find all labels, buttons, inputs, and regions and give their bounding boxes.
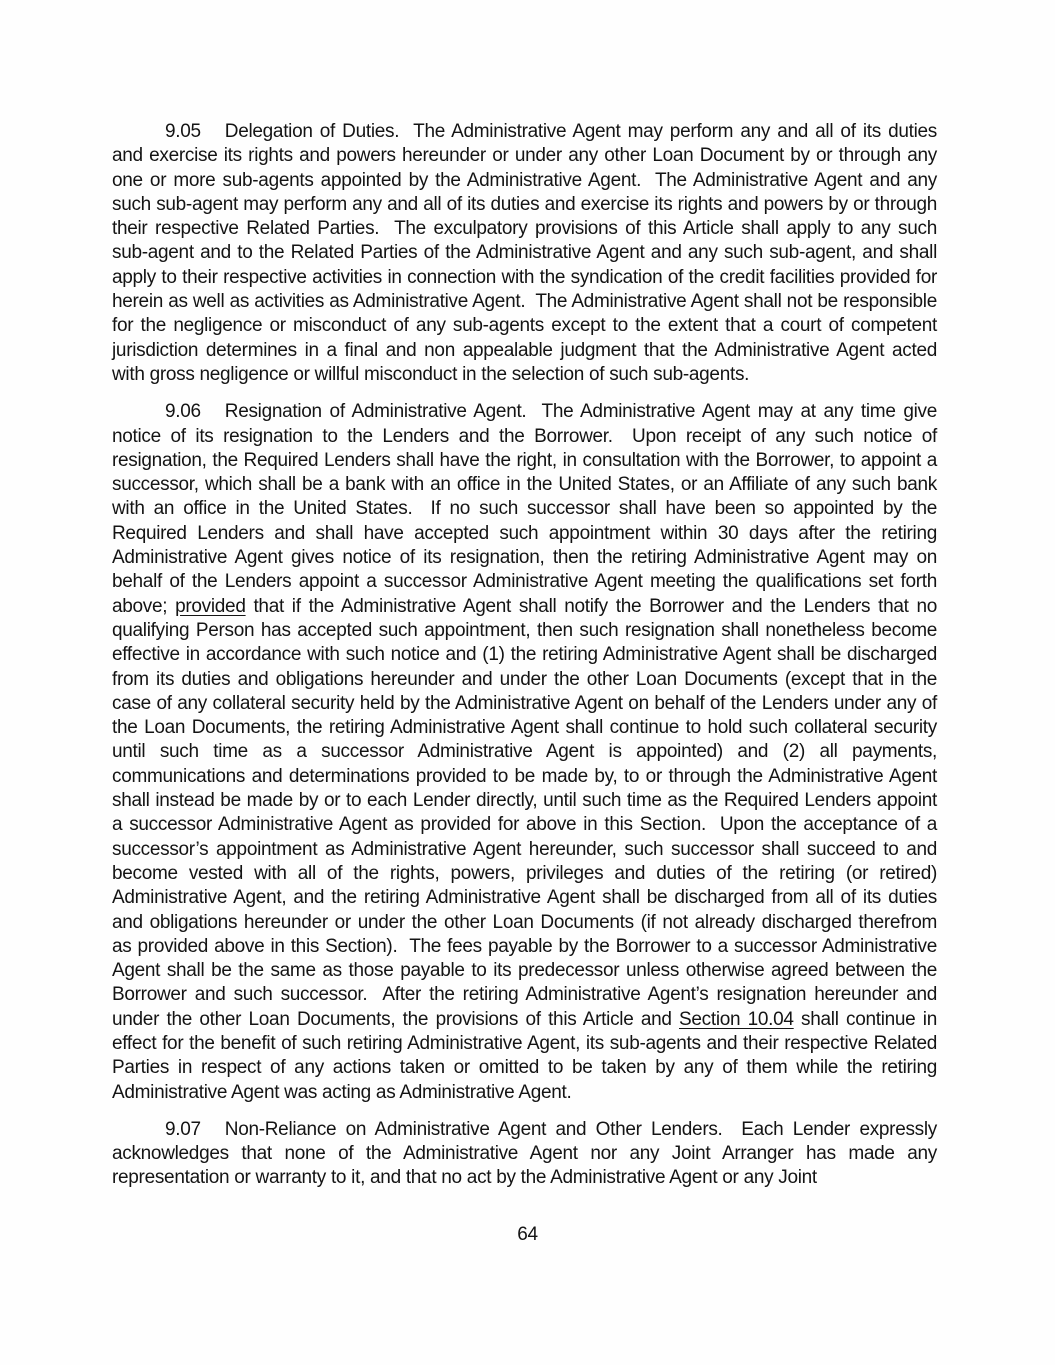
paragraph-text: Resignation of Administrative Agent. The Administrative Agent may at any time give notice of its resignation to the Lenders and the Borrower. Upon receipt of any such notice of resignation, the Required Lenders shall have the right, in consultation with the Borrower, to appoint a successor, which shall be a bank with an office in the United States, or an Affiliate of any such bank with an office in the United States. If no such successor shall have been so appointed by the Required Lenders and shall have accepted such appointment within 30 days after the retiring Administrative Agent gives notice of its resignation, then the retiring Administrative Agent may on behalf of the Lenders appoint a successor Administrative Agent meeting the qualifications set forth above; — [112, 401, 937, 617]
underlined-reference: Section 10.04 — [679, 1008, 794, 1030]
section-number: 9.07 — [165, 1118, 201, 1140]
section-number: 9.05 — [165, 121, 201, 142]
paragraph-text: Non-Reliance on Administrative Agent and Other Lenders. Each Lender expressly acknowledges that none of the Administrative Agent nor any Joint Arranger has made any representation or warranty to it, and that no act by the Administrative Agent or any Joint — [112, 1118, 937, 1189]
paragraph-text: that if the Administrative Agent shall notify the Borrower and the Lenders that no qualifying Person has accepted such appointment, then such resignation shall nonetheless become effective in accordance with such notice and (1) the retiring Administrative Agent shall be discharged from its duties and obligations hereunder and under the other Loan Documents (except that in the case of any collateral security held by the Administrative Agent on behalf of the Lenders under any of the Loan Documents, the retiring Administrative Agent shall continue to hold such collateral security until such time as a successor Administrative Agent is appointed) and (2) all payments, communications and determinations provided to be made by, to or through the Administrative Agent shall instead be made by or to each Lender directly, until such time as the Required Lenders appoint a successor Administrative Agent as provided for above in this Section. Upon the acceptance of a successor’s appointment as Administrative Agent hereunder, such successor shall succeed to and become vested with all of the rights, powers, privileges and duties of the retiring (or retired) Administrative Agent, and the retiring Administrative Agent shall be discharged from all of its duties and obligations hereunder or under the other Loan Documents (if not already discharged therefrom as provided above in this Section). The fees payable by the Borrower to a successor Administrative Agent shall be the same as those payable to its predecessor unless otherwise agreed between the Borrower and such successor. After the retiring Administrative Agent’s resignation hereunder and under the other Loan Documents, the provisions of this Article and — [112, 595, 937, 1030]
paragraph-9-05 — [112, 120, 937, 387]
page-number: 64 — [517, 1223, 538, 1245]
paragraph-text: shall continue in effect for the benefit of such retiring Administrative Agent, its sub-agents and their respective Related Parties in respect of any actions taken or omitted to be taken by any of them while the retiring Administrative Agent was acting as Administrative Agent. — [112, 1008, 937, 1103]
paragraph-9-06 — [112, 400, 937, 1105]
paragraph-9-07 — [112, 1118, 937, 1191]
paragraph-text: Delegation of Duties. The Administrative Agent may perform any and all of its duties and exercise its rights and powers hereunder or under any other Loan Document by or through any one or more sub-agents appointed by the Administrative Agent. The Administrative Agent and any such sub-agent may perform any and all of its duties and exercise its rights and powers by or through their respective Related Parties. The exculpatory provisions of this Article shall apply to any such sub-agent and to the Related Parties of the Administrative Agent and any such sub-agent, and shall apply to their respective activities in connection with the syndication of the credit facilities provided for herein as well as activities as Administrative Agent. The Administrative Agent shall not be responsible for the negligence or misconduct of any sub-agents except to the extent that a court of competent jurisdiction determines in a final and non appealable judgment that the Administrative Agent acted with gross negligence or willful misconduct in the selection of such sub-agents. — [112, 121, 937, 385]
section-number: 9.06 — [165, 401, 201, 423]
underlined-reference: provided — [175, 595, 246, 617]
